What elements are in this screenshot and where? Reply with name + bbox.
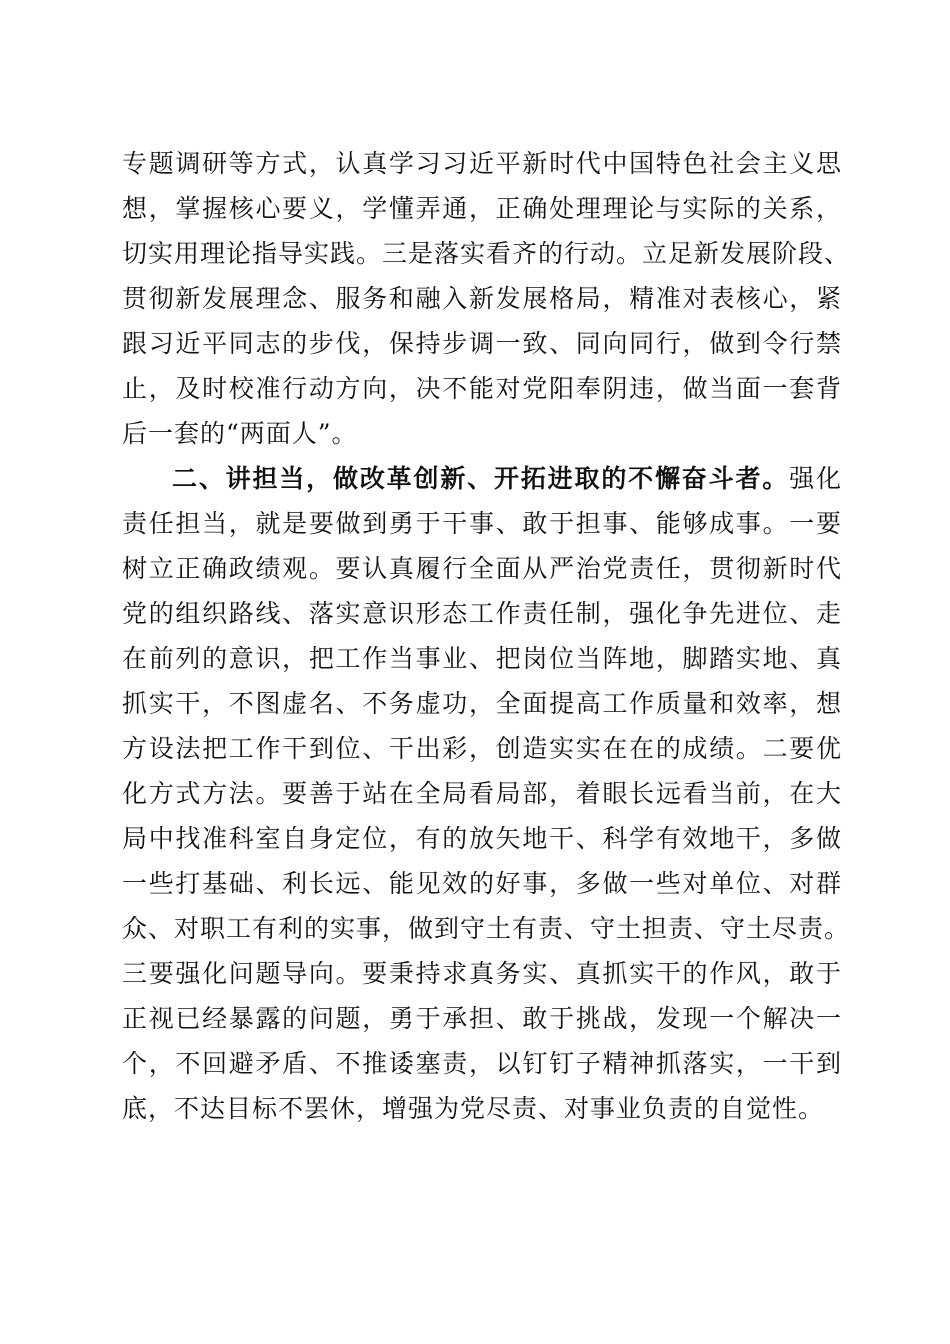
text-line: 化方式方法。要善于站在全局看局部，着眼长远看当前，在大: [122, 779, 842, 808]
text-line-with-heading: [122, 456, 842, 501]
text-line: 切实用理论指导实践。三是落实看齐的行动。立足新发展阶段、: [122, 239, 851, 268]
paragraph-1: [122, 141, 851, 456]
text-line: 贯彻新发展理念、服务和融入新发展格局，精准对表核心，紧: [122, 284, 842, 313]
text-line: 局中找准科室自身定位，有的放矢地干、科学有效地干，多做: [122, 824, 842, 853]
text-line: 跟习近平同志的步伐，保持步调一致、同向同行，做到令行禁: [122, 329, 842, 358]
text-line: 专题调研等方式，认真学习习近平新时代中国特色社会主义思: [122, 149, 842, 178]
text-line: 党的组织路线、落实意识形态工作责任制，强化争先进位、走: [122, 599, 842, 628]
section-heading: 二、讲担当，做改革创新、开拓进取的不懈奋斗者。: [172, 464, 790, 493]
paragraph-2: [122, 456, 851, 1131]
text-line: 想，掌握核心要义，学懂弄通，正确处理理论与实际的关系，: [122, 194, 842, 223]
text-line: 在前列的意识，把工作当事业、把岗位当阵地，脚踏实地、真: [122, 644, 842, 673]
text-line: 方设法把工作干到位、干出彩，创造实实在在的成绩。二要优: [122, 734, 842, 763]
text-line: 一些打基础、利长远、能见效的好事，多做一些对单位、对群: [122, 869, 842, 898]
text-line: 抓实干，不图虚名、不务虚功，全面提高工作质量和效率，想: [122, 689, 842, 718]
text-line: 底，不达目标不罢休，增强为党尽责、对事业负责的自觉性。: [122, 1094, 825, 1123]
heading-line-rest: 强化: [789, 464, 842, 493]
text-line: 个，不回避矛盾、不推诿塞责，以钉钉子精神抓落实，一干到: [122, 1049, 842, 1078]
text-line: 三要强化问题导向。要秉持求真务实、真抓实干的作风，敢于: [122, 959, 842, 988]
text-line: 众、对职工有利的实事，做到守土有责、守土担责、守土尽责。: [122, 914, 851, 943]
text-line: 正视已经暴露的问题，勇于承担、敢于挑战，发现一个解决一: [122, 1004, 842, 1033]
text-line: 树立正确政绩观。要认真履行全面从严治党责任，贯彻新时代: [122, 554, 842, 583]
body-text: [122, 141, 851, 1131]
text-line: 责任担当，就是要做到勇于干事、敢于担事、能够成事。一要: [122, 509, 842, 538]
text-line: 止，及时校准行动方向，决不能对党阳奉阴违，做当面一套背: [122, 374, 842, 403]
text-line: 后一套的“两面人”。: [122, 419, 358, 448]
